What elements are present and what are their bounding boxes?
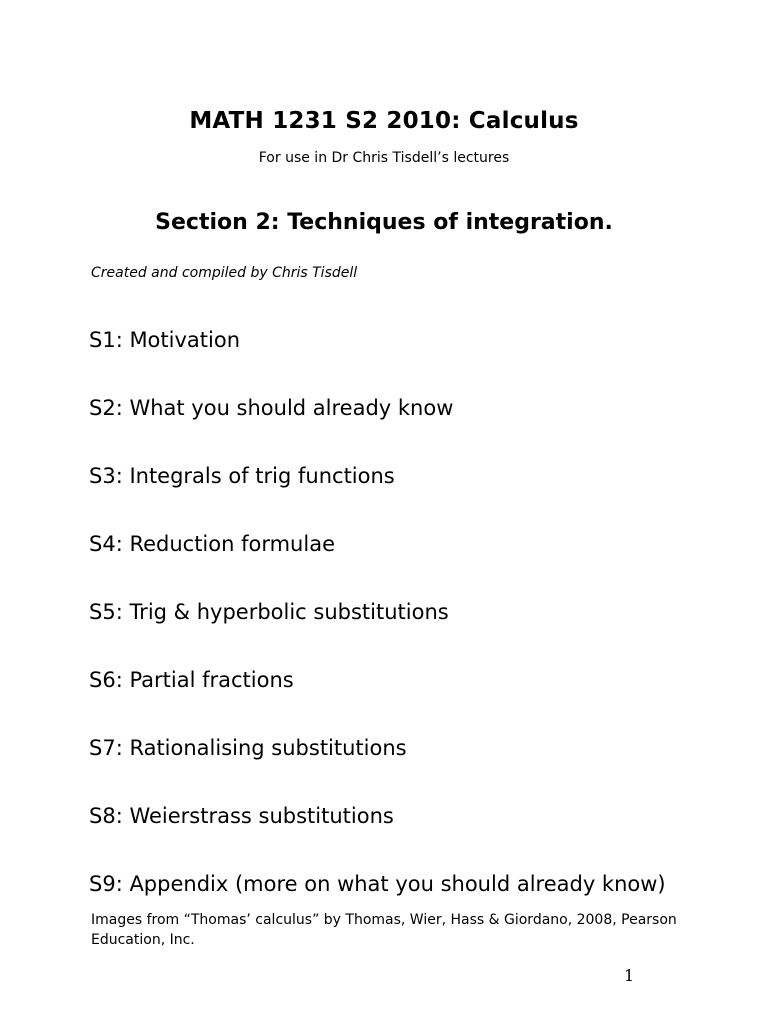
document-title: MATH 1231 S2 2010: Calculus — [189, 108, 579, 134]
toc-item-s2: S2: What you should already know — [89, 396, 454, 420]
toc-item-s8: S8: Weierstrass substitutions — [89, 804, 394, 828]
toc-item-s1: S1: Motivation — [89, 328, 240, 352]
toc-item-s3: S3: Integrals of trig functions — [89, 464, 395, 488]
table-of-contents — [89, 324, 666, 936]
toc-item-s6: S6: Partial fractions — [89, 668, 294, 692]
toc-item-s7: S7: Rationalising substitutions — [89, 736, 407, 760]
toc-item-s9: S9: Appendix (more on what you should already know) — [89, 872, 666, 896]
toc-item-s5: S5: Trig & hyperbolic substitutions — [89, 600, 449, 624]
author-credit: Created and compiled by Chris Tisdell — [91, 265, 358, 281]
image-credit-footnote: Images from “Thomas’ calculus” by Thomas, Wier, Hass & Giordano, 2008, Pearson Education, Inc. — [91, 912, 677, 948]
section-title: Section 2: Techniques of integration. — [155, 210, 613, 235]
page-number: 1 — [624, 966, 635, 985]
toc-item-s4: S4: Reduction formulae — [89, 532, 335, 556]
document-subtitle: For use in Dr Chris Tisdell’s lectures — [258, 150, 510, 166]
